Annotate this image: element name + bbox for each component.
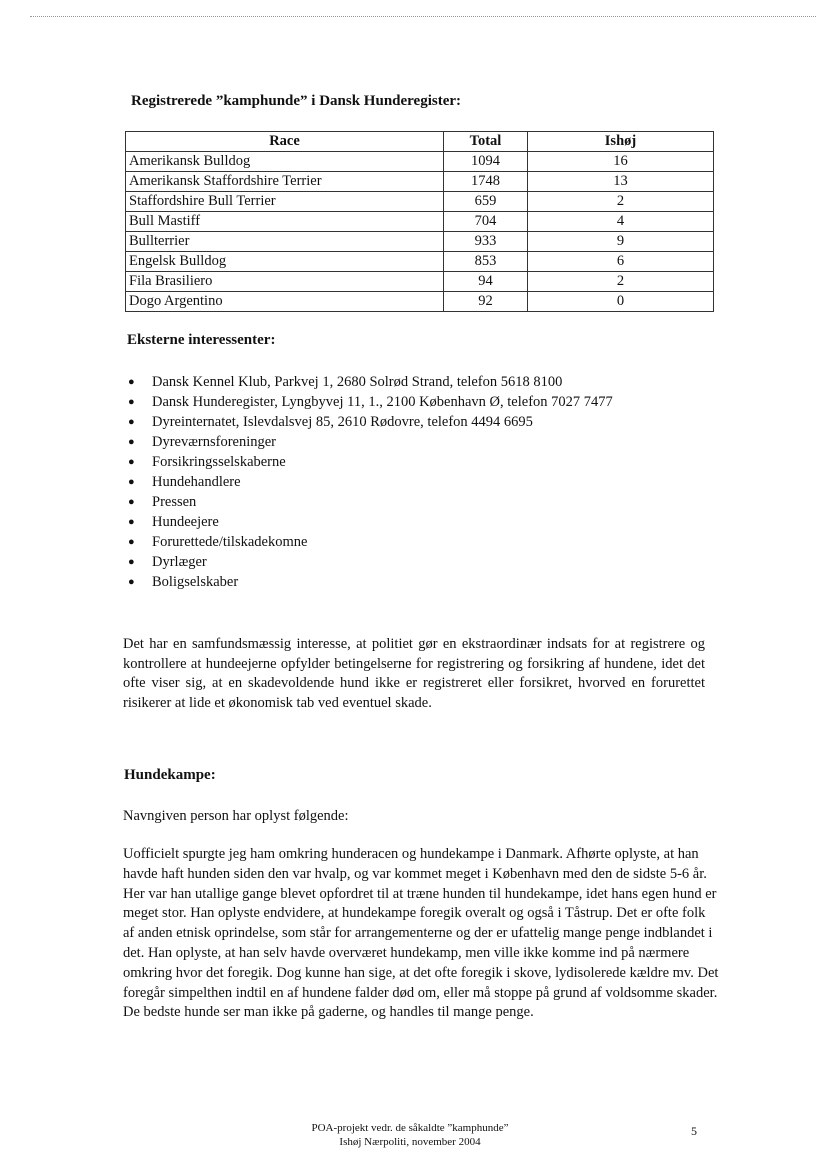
column-header-total: Total	[444, 132, 528, 152]
bullet-icon: ●	[128, 536, 135, 548]
table-row	[126, 232, 714, 252]
list-item-text: Dyrlæger	[152, 554, 207, 570]
list-item-text: Boligselskaber	[152, 574, 239, 590]
ishoj-cell: 2	[528, 272, 714, 292]
total-cell: 853	[444, 252, 528, 272]
ishoj-cell: 16	[528, 152, 714, 172]
total-cell: 1094	[444, 152, 528, 172]
bullet-icon: ●	[128, 576, 135, 588]
list-item	[128, 552, 613, 572]
list-item	[128, 432, 613, 452]
bullet-icon: ●	[128, 396, 135, 408]
bullet-icon: ●	[128, 516, 135, 528]
ishoj-cell: 9	[528, 232, 714, 252]
bullet-icon: ●	[128, 496, 135, 508]
race-cell: Bull Mastiff	[126, 212, 444, 232]
table-row	[126, 212, 714, 232]
list-item	[128, 372, 613, 392]
bullet-icon: ●	[128, 456, 135, 468]
witness-statement: Uofficielt spurgte jeg ham omkring hunderacen og hundekampe i Danmark. Afhørte oplyste, at han havde haft hunden siden den var hvalp, og var kommet meget i København med den de sidste 5-6 år. Her var han utallige gange blevet opfordret til at træne hunden til hundekampe, idet hans egen hund er meget stor. Han oplyste endvidere, at hundekampe foregik overalt og også i Tåstrup. Det er ofte folk af anden etnisk oprindelse, som står for arrangementerne og der er ufattelig mange penge indblandet i det. Han oplyste, at han selv havde overværet hundekamp, men ville ikke komme ind på nærmere omkring hvor det foregik. Dog kunne han sige, at det ofte foregik i skove, lydisolerede kældre mv. Det foregår simpelthen indtil en af hundene falder død om, eller må stoppe på grund af voldsomme skader. De bedste hunde ser man ikke på gaderne, og handles til mange penge.	[123, 846, 719, 1021]
race-cell: Amerikansk Bulldog	[126, 152, 444, 172]
breed-registry-table	[125, 131, 714, 312]
race-cell: Fila Brasiliero	[126, 272, 444, 292]
list-item-text: Pressen	[152, 494, 197, 510]
table-row	[126, 292, 714, 312]
ishoj-cell: 2	[528, 192, 714, 212]
ishoj-cell: 4	[528, 212, 714, 232]
ishoj-cell: 6	[528, 252, 714, 272]
list-item	[128, 412, 613, 432]
dog-fights-heading: Hundekampe:	[124, 767, 216, 783]
race-cell: Engelsk Bulldog	[126, 252, 444, 272]
list-item	[128, 452, 613, 472]
race-cell: Staffordshire Bull Terrier	[126, 192, 444, 212]
witness-intro: Navngiven person har oplyst følgende:	[123, 808, 349, 824]
list-item-text: Forsikringsselskaberne	[152, 454, 286, 470]
total-cell: 659	[444, 192, 528, 212]
column-header-race: Race	[126, 132, 444, 152]
total-cell: 92	[444, 292, 528, 312]
list-item	[128, 492, 613, 512]
public-interest-paragraph: Det har en samfundsmæssig interesse, at politiet gør en ekstraordinær indsats for at registrere og kontrollere at hundeejerne opfylder betingelserne for registrering og forsikring af hundene, idet det ofte viser sig, at en skadevoldende hund ikke er registreret eller forsikret, hvorved en forurettet risikerer at lide et økonomisk tab ved eventuel skade.	[123, 636, 705, 711]
ishoj-cell: 13	[528, 172, 714, 192]
registry-heading: Registrerede ”kamphunde” i Dansk Hunderegister:	[131, 93, 462, 109]
list-item-text: Dansk Hunderegister, Lyngbyvej 11, 1., 2100 København Ø, telefon 7027 7477	[152, 394, 613, 410]
footer-department-line: Ishøj Nærpoliti, november 2004	[339, 1136, 481, 1148]
page-footer	[260, 1121, 560, 1149]
table-row	[126, 252, 714, 272]
page-number: 5	[691, 1124, 697, 1138]
list-item	[128, 532, 613, 552]
external-stakeholders-heading: Eksterne interessenter:	[127, 332, 276, 348]
table-row	[126, 172, 714, 192]
list-item-text: Hundehandlere	[152, 474, 241, 490]
bullet-icon: ●	[128, 376, 135, 388]
list-item-text: Dansk Kennel Klub, Parkvej 1, 2680 Solrød Strand, telefon 5618 8100	[152, 374, 563, 390]
footer-project-line: POA-projekt vedr. de såkaldte ”kamphunde”	[311, 1122, 509, 1134]
top-scan-rule	[30, 16, 816, 17]
total-cell: 933	[444, 232, 528, 252]
bullet-icon: ●	[128, 416, 135, 428]
stakeholder-list	[128, 372, 613, 592]
total-cell: 94	[444, 272, 528, 292]
bullet-icon: ●	[128, 436, 135, 448]
bullet-icon: ●	[128, 556, 135, 568]
list-item-text: Hundeejere	[152, 514, 219, 530]
list-item	[128, 392, 613, 412]
list-item-text: Dyreværnsforeninger	[152, 434, 277, 450]
table-row	[126, 152, 714, 172]
total-cell: 1748	[444, 172, 528, 192]
list-item	[128, 572, 613, 592]
column-header-ishoj: Ishøj	[528, 132, 714, 152]
list-item-text: Dyreinternatet, Islevdalsvej 85, 2610 Rødovre, telefon 4494 6695	[152, 414, 533, 430]
race-cell: Amerikansk Staffordshire Terrier	[126, 172, 444, 192]
race-cell: Bullterrier	[126, 232, 444, 252]
list-item	[128, 472, 613, 492]
total-cell: 704	[444, 212, 528, 232]
bullet-icon: ●	[128, 476, 135, 488]
list-item	[128, 512, 613, 532]
table-header-row	[126, 132, 714, 152]
table-row	[126, 272, 714, 292]
ishoj-cell: 0	[528, 292, 714, 312]
race-cell: Dogo Argentino	[126, 292, 444, 312]
table-row	[126, 192, 714, 212]
list-item-text: Forurettede/tilskadekomne	[152, 534, 308, 550]
